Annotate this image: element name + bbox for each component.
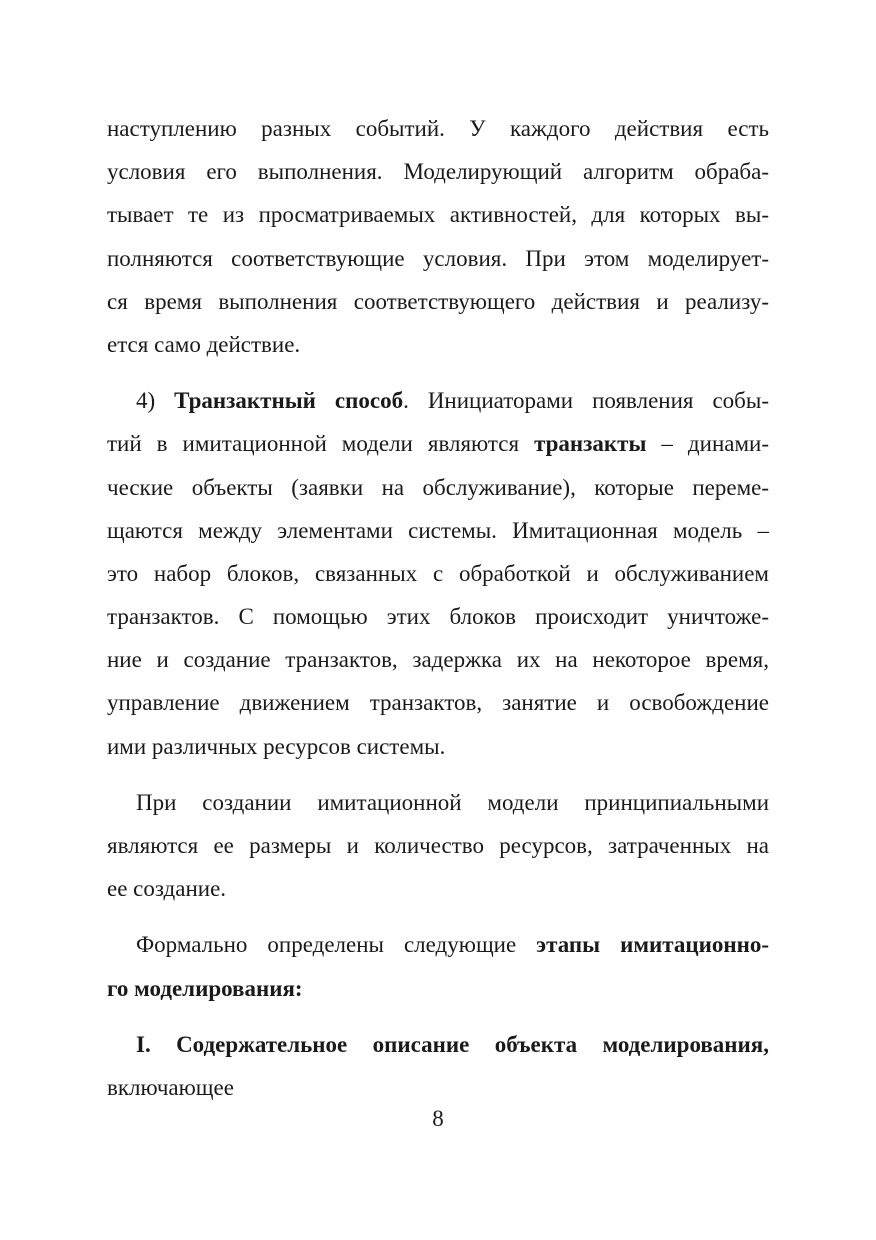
bold-term: I. Содержательное описание объекта моделирования,	[136, 1031, 769, 1057]
text-line: ся время выполнения соответствующего действия и реализу-	[107, 288, 769, 314]
paragraph-activity-method-end	[107, 107, 769, 366]
paragraph-model-size	[107, 781, 769, 911]
text-line: ее создание.	[107, 876, 227, 902]
bold-term: этапы имитационно-	[536, 932, 770, 958]
text-line: Формально определены следующие этапы имитационно-	[136, 932, 770, 958]
text-line: условия его выполнения. Моделирующий алгоритм обраба-	[107, 159, 769, 185]
text-line: 4) Транзактный способ. Инициаторами появления собы-	[136, 388, 769, 414]
text-line: это набор блоков, связанных с обработкой и обслуживанием	[107, 560, 769, 586]
text-line	[107, 967, 769, 1010]
text-line: являются ее размеры и количество ресурсов, затраченных на	[107, 833, 769, 858]
paragraph-modeling-stages	[107, 923, 769, 1009]
text-line: тывает те из просматриваемых активностей, для которых вы-	[107, 202, 769, 228]
text-line: полняются соответствующие условия. При этом моделирует-	[107, 245, 769, 271]
text-line: тий в имитационной модели являются транзакты – динами-	[107, 431, 769, 457]
text-line: ческие объекты (заявки на обслуживание), которые переме-	[107, 474, 769, 500]
section-heading-line	[107, 1023, 769, 1066]
text-line: наступлению разных событий. У каждого действия есть	[107, 116, 769, 141]
text-line: щаются между элементами системы. Имитационная модель –	[107, 517, 769, 543]
text-line: включающее	[107, 1074, 234, 1100]
text-line: При создании имитационной модели принципиальными	[136, 789, 769, 815]
paragraph-stage-one	[107, 1023, 769, 1109]
text-line: ими различных ресурсов системы.	[107, 733, 446, 759]
text-line: ется само действие.	[107, 331, 301, 357]
page-number: 8	[432, 1106, 444, 1131]
text-line: управление движением транзактов, занятие и освобождение	[107, 690, 769, 716]
text-line: транзактов. С помощью этих блоков происходит уничтоже-	[107, 604, 769, 630]
bold-term: Транзактный способ	[174, 388, 404, 414]
bold-term: транзакты	[534, 431, 647, 457]
text-line: ние и создание транзактов, задержка их на некоторое время,	[107, 647, 769, 673]
document-body	[107, 107, 769, 1109]
bold-term: го моделирования:	[107, 975, 303, 1001]
paragraph-transact-method	[107, 379, 769, 768]
